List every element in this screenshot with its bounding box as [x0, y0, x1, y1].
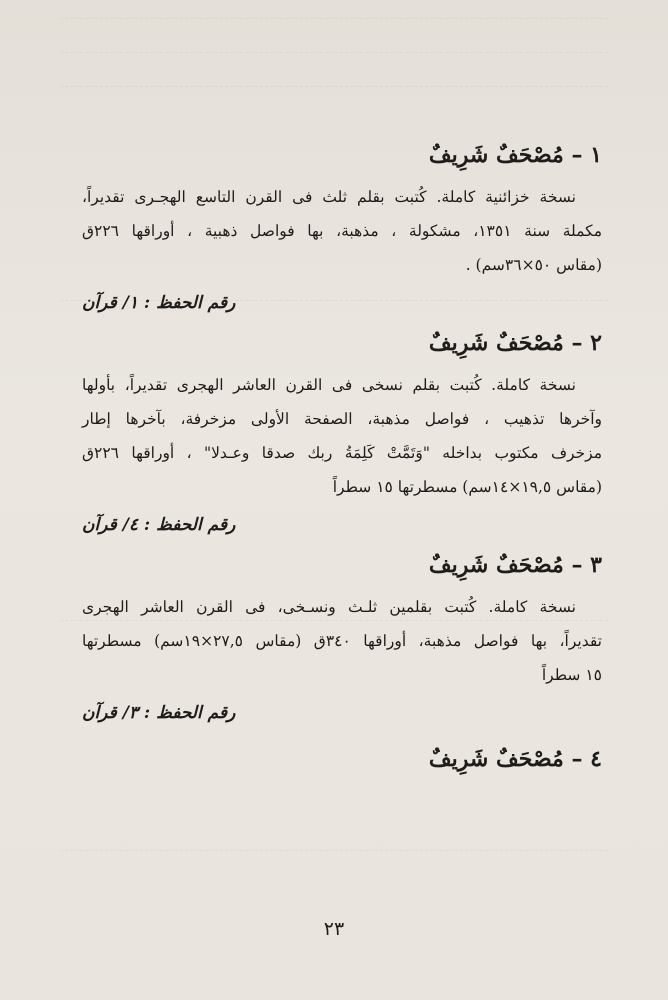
shelf-mark-text: رقم الحفظ : ١/ قرآن: [82, 293, 236, 313]
entry-description-line: (مقاس ١٩,٥×١٤سم) مسطرتها ١٥ سطراً: [332, 478, 602, 496]
entry-title: ٤ – مُصْحَفٌ شَرِيفٌ: [428, 746, 602, 772]
shelf-mark: [82, 698, 602, 732]
show-through-line: [60, 18, 608, 33]
catalog-entry: [82, 140, 602, 322]
catalog-entry: [82, 328, 602, 544]
shelf-mark: [82, 510, 602, 544]
entry-description-line: تقديراً، بها فواصل مذهبة، أوراقها ٣٤٠ق (مقاس ٢٧,٥×١٩سم) مسطرتها: [82, 632, 602, 650]
show-through-line: [60, 850, 608, 865]
show-through-line: [60, 86, 608, 101]
entry-description-line: (مقاس ٥٠×٣٦سم) .: [465, 256, 602, 274]
entry-description-line: وآخرها تذهيب ، فواصل مذهبة، الصفحة الأولى مزخرفة، بآخرها إطار: [82, 410, 602, 428]
entry-description-line: ١٥ سطراً: [541, 666, 602, 684]
catalog-content: [82, 140, 602, 778]
catalog-entry: [82, 550, 602, 732]
entry-description-line: نسخة كاملة. كُتبت بقلمين ثلـث ونسـخى، فى القرن العاشر الهجرى: [82, 598, 576, 616]
shelf-mark-text: رقم الحفظ : ٤/ قرآن: [82, 515, 236, 535]
page-number: ٢٣: [323, 918, 345, 940]
entry-title: ١ – مُصْحَفٌ شَرِيفٌ: [428, 142, 602, 168]
show-through-line: [60, 52, 608, 67]
shelf-mark: [82, 288, 602, 322]
entry-description-line: نسخة كاملة. كُتبت بقلم نسخى فى القرن العاشر الهجرى تقديراً، بأولها: [82, 376, 576, 394]
entry-description-line: مزخرف مكتوب بداخله "وَتَمَّتْ كَلِمَةُ ربك صدقا وعـدلا" ، أوراقها ٢٢٦ق: [82, 444, 602, 462]
entry-title: ٢ – مُصْحَفٌ شَرِيفٌ: [428, 330, 602, 356]
entry-description-line: مكملة سنة ١٣٥١، مشكولة ، مذهبة، بها فواصل ذهبية ، أوراقها ٢٢٦ق: [82, 222, 603, 240]
catalog-entry: [82, 744, 602, 778]
entry-description-line: نسخة خزائنية كاملة. كُتبت بقلم ثلث فى القرن التاسع الهجـرى تقديراً،: [82, 188, 576, 206]
entry-title: ٣ – مُصْحَفٌ شَرِيفٌ: [428, 552, 602, 578]
shelf-mark-text: رقم الحفظ : ٣/ قرآن: [82, 703, 236, 723]
